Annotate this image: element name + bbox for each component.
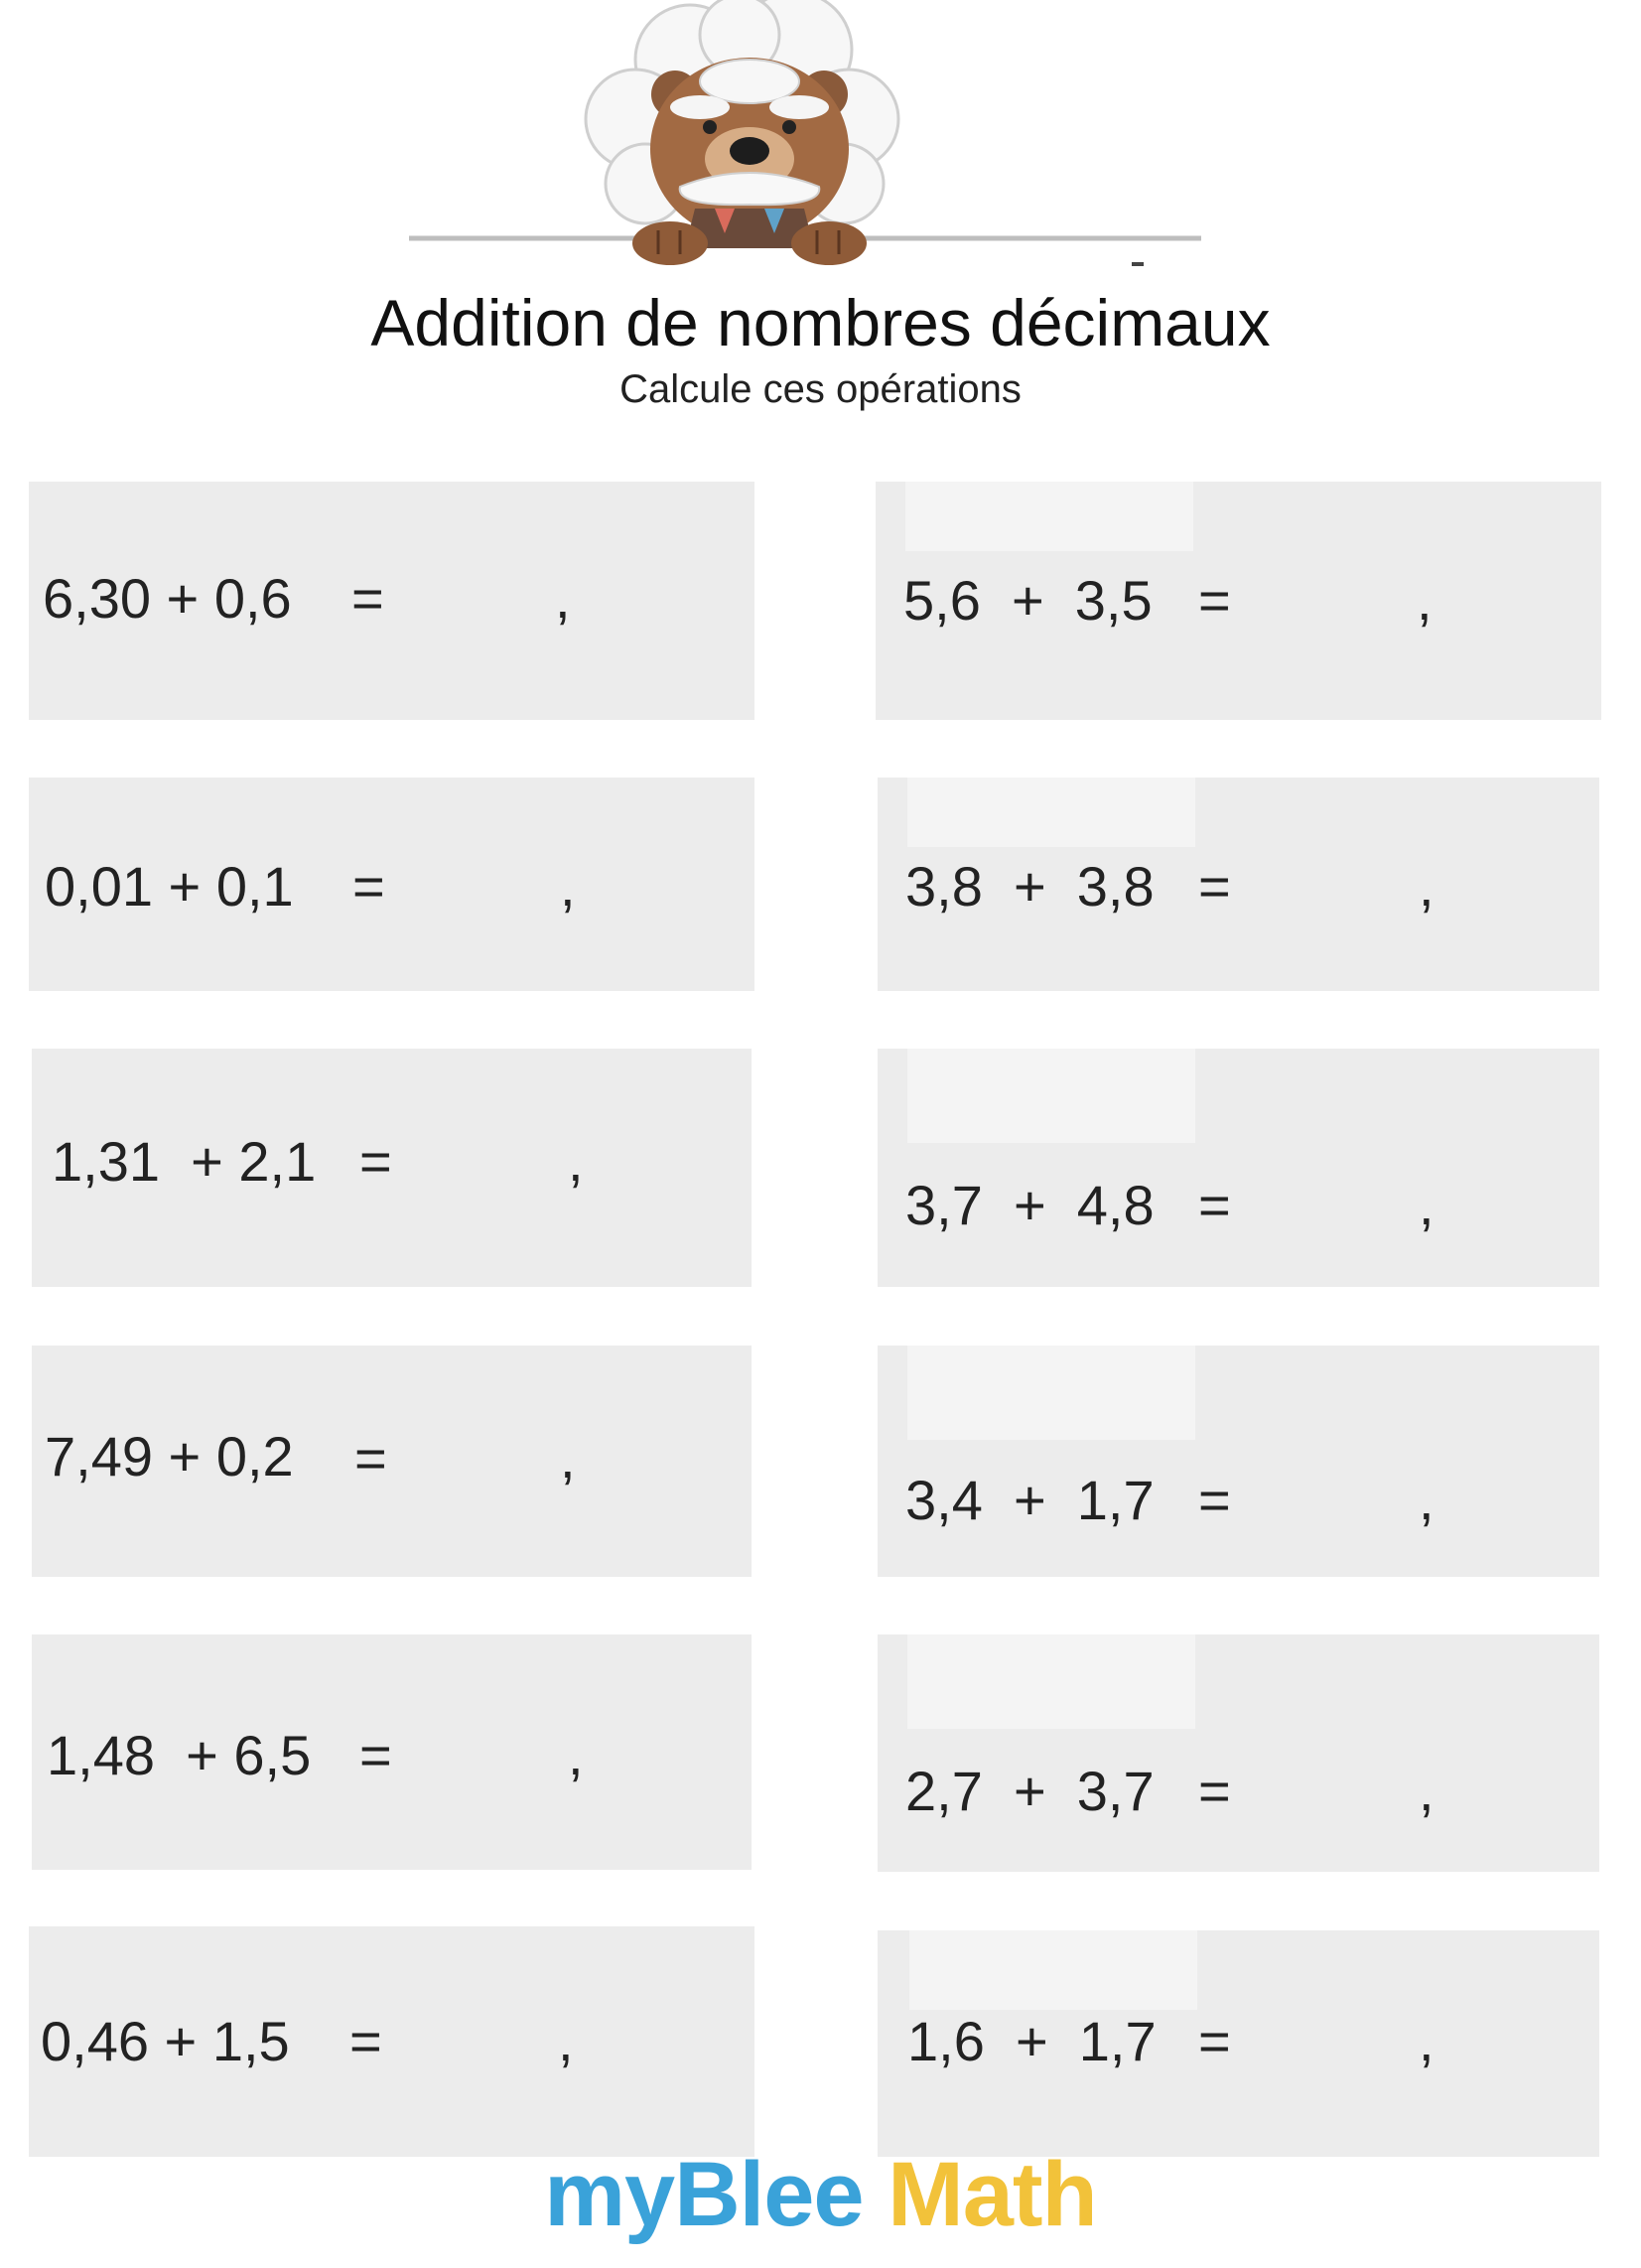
myblee-math-logo [0,2145,1641,2244]
answer-comma: , [1419,1760,1435,1822]
exercise-card [29,482,754,720]
exercise-expression: 3,4 + 1,7 [905,1469,1155,1531]
equals-sign: = [349,2010,382,2072]
page-subtitle: Calcule ces opérations [619,367,1022,411]
equals-sign: = [359,1724,392,1786]
equals-sign: = [359,1130,392,1193]
answer-comma: , [555,567,571,630]
answer-comma: , [568,1724,584,1786]
exercise-card [878,1346,1599,1577]
card-tab [907,1049,1195,1143]
answer-comma: , [560,1427,576,1489]
exercise-expression: 0,46 + 1,5 [41,2010,290,2072]
answer-comma: , [1419,1469,1435,1531]
equals-sign: = [1198,569,1231,632]
answer-comma: , [1419,855,1435,918]
exercise-expression: 7,49 + 0,2 [45,1425,294,1488]
exercise-card [878,1930,1599,2157]
card-tab [907,1346,1195,1440]
exercise-card [878,1634,1599,1872]
answer-comma: , [1419,2010,1435,2072]
exercise-expression: 5,6 + 3,5 [903,569,1153,632]
exercise-expression: 1,6 + 1,7 [907,2010,1157,2072]
answer-comma: , [558,2010,574,2072]
exercise-expression: 3,8 + 3,8 [905,855,1155,918]
equals-sign: = [351,567,384,630]
exercise-card [32,1049,752,1287]
exercise-card [878,778,1599,991]
exercise-card [29,1926,754,2157]
exercise-expression: 1,48 + 6,5 [47,1724,312,1786]
logo-math: Math [863,2144,1097,2245]
exercise-expression: 1,31 + 2,1 [52,1130,317,1193]
exercise-card [29,778,754,991]
card-tab [907,1634,1195,1729]
equals-sign: = [1198,1469,1231,1531]
exercise-card [876,482,1601,720]
equals-sign: = [1198,2010,1231,2072]
equals-sign: = [1198,1760,1231,1822]
answer-comma: , [1419,1174,1435,1236]
equals-sign: = [352,855,385,918]
exercise-card [32,1346,752,1577]
exercise-expression: 6,30 + 0,6 [43,567,292,630]
logo-myblee: myBlee [544,2144,864,2245]
card-tab [905,482,1193,551]
bear-scientist-mascot-icon [397,0,1251,273]
equals-sign: = [1198,855,1231,918]
card-tab [909,1930,1197,2010]
equals-sign: = [354,1427,387,1489]
card-tab [907,778,1195,847]
equals-sign: = [1198,1174,1231,1236]
page-title: Addition de nombres décimaux [370,286,1271,359]
exercise-card [878,1049,1599,1287]
answer-comma: , [1417,569,1433,632]
exercise-expression: 2,7 + 3,7 [905,1760,1155,1822]
exercise-expression: 3,7 + 4,8 [905,1174,1155,1236]
exercise-card [32,1634,752,1870]
answer-comma: , [568,1130,584,1193]
answer-comma: , [560,855,576,918]
exercise-expression: 0,01 + 0,1 [45,855,294,918]
